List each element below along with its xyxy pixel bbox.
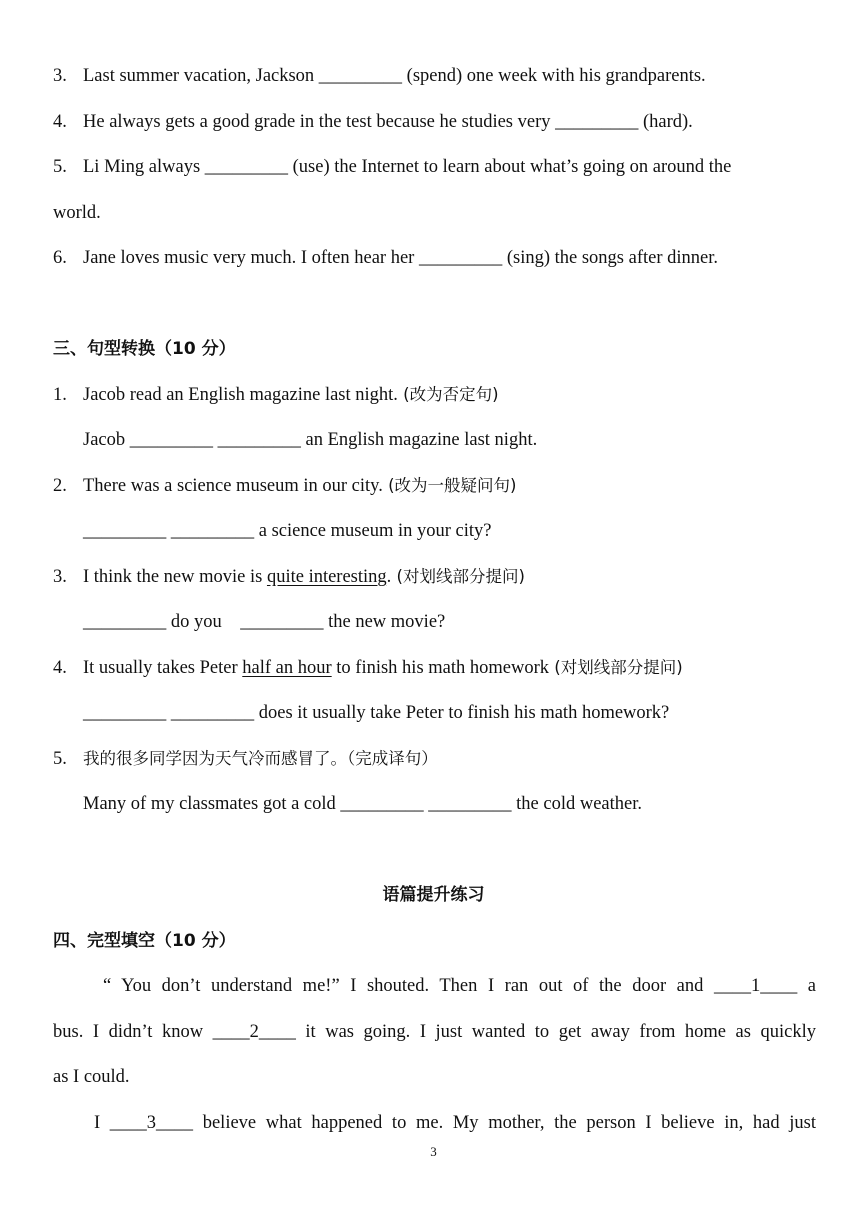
question-number: 4. — [53, 658, 67, 678]
question-text: 我的很多同学因为天气冷而感冒了。（完成译句） — [83, 749, 438, 768]
s3-question-1 — [53, 383, 499, 407]
question-text: Li Ming always _________ (use) the Internet to learn about what’s going on around the — [83, 157, 732, 177]
s3-question-5 — [53, 747, 438, 771]
question-number: 1. — [53, 385, 67, 405]
underlined-phrase: half an hour — [242, 658, 332, 678]
s3-question-4 — [53, 656, 683, 680]
question-number: 5. — [53, 157, 67, 177]
question-text: It usually takes Peter — [83, 658, 243, 678]
s2-question-5-continued: world. — [53, 203, 101, 223]
question-text: Jane loves music very much. I often hear her _________ (sing) the songs after dinner. — [83, 248, 718, 268]
question-number: 3. — [53, 567, 67, 587]
cloze-paragraph-1-line-1: “ You don’t understand me!” I shouted. Then I ran out of the door and ____1____ a — [103, 976, 816, 996]
question-text: Last summer vacation, Jackson _________ (spend) one week with his grandparents. — [83, 66, 706, 86]
question-text-end: to finish his math homework — [331, 658, 550, 678]
question-number: 4. — [53, 112, 67, 132]
question-instruction: (对划线部分提问) — [549, 658, 683, 677]
section-3-title: 三、句型转换（10 分） — [53, 339, 236, 359]
question-number: 6. — [53, 248, 67, 268]
s3-answer-5: Many of my classmates got a cold _________ _________ the cold weather. — [83, 794, 643, 814]
s3-question-2 — [53, 474, 516, 498]
question-text: He always gets a good grade in the test because he studies very _________ (hard). — [83, 112, 693, 132]
s3-answer-2: _________ _________ a science museum in your city? — [83, 521, 492, 541]
s2-question-5 — [53, 155, 816, 179]
cloze-paragraph-1-line-2: bus. I didn’t know ____2____ it was going. I just wanted to get away from home as quickly — [53, 1022, 816, 1042]
question-text-end: . — [386, 567, 392, 587]
s2-question-3 — [53, 64, 706, 88]
question-text: I think the new movie is — [83, 567, 267, 587]
question-number: 3. — [53, 66, 67, 86]
page-number: 3 — [430, 1144, 437, 1159]
cloze-paragraph-2-line-1: I ____3____ believe what happened to me. My mother, the person I believe in, had just — [94, 1113, 816, 1133]
s2-question-6 — [53, 246, 718, 270]
s2-question-4 — [53, 110, 693, 134]
s3-answer-4: _________ _________ does it usually take Peter to finish his math homework? — [83, 703, 670, 723]
question-text: There was a science museum in our city. — [83, 476, 383, 496]
s3-answer-3: _________ do you _________ the new movie? — [83, 612, 446, 632]
s3-answer-1: Jacob _________ _________ an English magazine last night. — [83, 430, 538, 450]
question-number: 5. — [53, 749, 67, 769]
s3-question-3 — [53, 565, 525, 589]
question-instruction: (改为否定句) — [397, 385, 499, 404]
reading-section-title: 语篇提升练习 — [382, 885, 485, 905]
question-text: Jacob read an English magazine last night. — [83, 385, 398, 405]
question-instruction: (对划线部分提问) — [391, 567, 525, 586]
question-number: 2. — [53, 476, 67, 496]
section-4-title: 四、完型填空（10 分） — [53, 931, 236, 951]
underlined-phrase: quite interesting — [266, 567, 387, 587]
cloze-paragraph-1-line-3: as I could. — [53, 1067, 130, 1087]
question-instruction: (改为一般疑问句) — [382, 476, 517, 495]
